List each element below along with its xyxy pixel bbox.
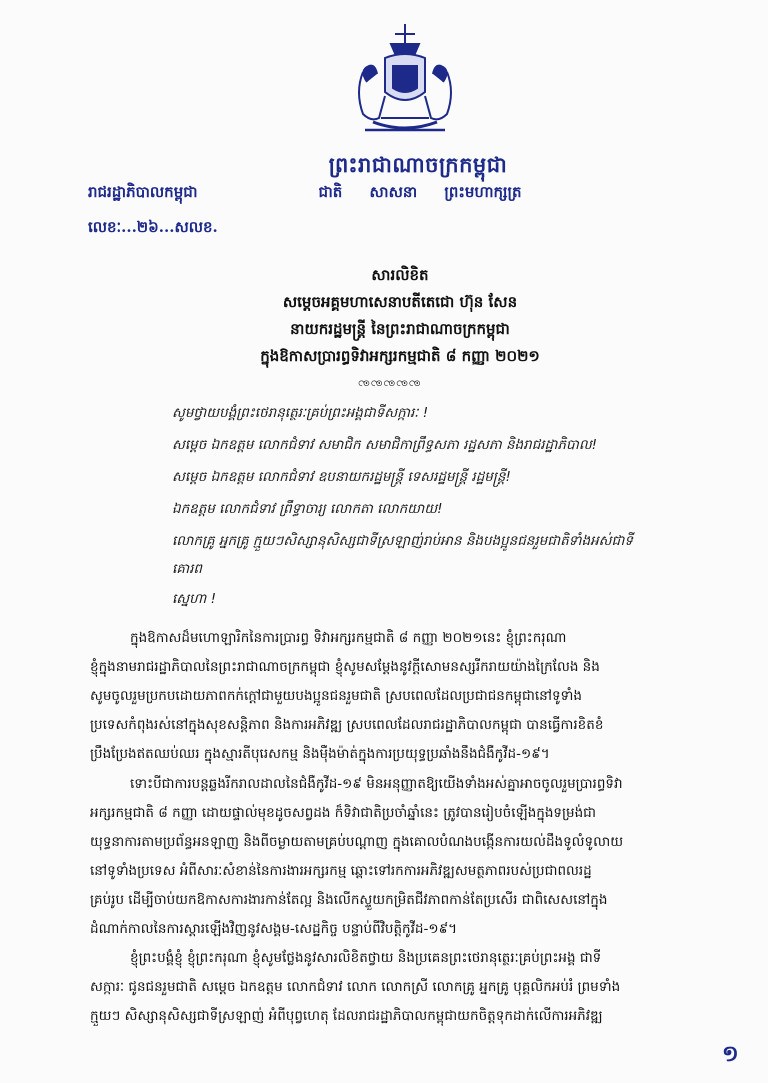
paragraph-line: យុទ្ធនាការតាមប្រព័ន្ធអនឡាញ និងពីចម្ងាយតាមគ្រប់បណ្តាញ ក្នុងគោលបំណងបង្កើនការយល់ដឹងទូលំទូលាយ [90,834,624,850]
greeting-line: គោរព [172,561,202,577]
title-line: ក្នុងឱកាសប្រារព្ធទិវាអក្សរកម្មជាតិ ៨ កញ្ញា ២០២១ [260,347,540,365]
paragraph-line: គ្រប់រូប ដើម្បីចាប់យកឱកាសការងារកាន់តែល្អ និងលើកស្ទួយកម្រិតជីវភាពកាន់តែប្រសើរ ជាពិសេសនៅក្នុង [90,892,608,908]
page-number-mark: ១ [722,1042,739,1067]
body-paragraph-2 [90,770,710,944]
paragraph-line: អក្សរកម្មជាតិ ៨ កញ្ញា ដោយផ្ទាល់មុខដូចសព្វដង ក៏ទិវាជាតិប្រចាំឆ្នាំនេះ ត្រូវបានរៀបចំឡើងក្នុងទម្រង់ជា [90,805,597,821]
greeting-line: ឯកឧត្តម លោកជំទាវ ព្រឹទ្ធាចារ្យ លោកតា លោកយាយ! [172,501,443,517]
paragraph-line: សូមចូលរួមប្រកបដោយភាពកក់ក្តៅជាមួយបងប្អូនជនរួមជាតិ ស្របពេលដែលប្រជាជនកម្ពុជានៅទូទាំង [90,688,582,704]
national-motto: ជាតិ សាសនា ព្រះមហាក្សត្រ [318,183,522,201]
paragraph-line: នៅទូទាំងប្រទេស អំពីសារៈសំខាន់នៃការងារអក្សរកម្ម ឆ្ពោះទៅរកការអភិវឌ្ឍសមត្ថភាពរបស់ប្រជាពលរដ្ឋ [90,863,592,879]
document-title-block [150,262,650,370]
body-paragraph-3 [90,944,710,1031]
title-line: សម្តេចអគ្គមហាសេនាបតីតេជោ ហ៊ុន សែន [282,293,518,311]
paragraph-line: ទោះបីជាការបន្តឆ្លងរីករាលដាលនៃជំងឺកូវីដ-១៩ មិនអនុញ្ញាតឱ្យយើងទាំងអស់គ្នាអាចចូលរួមប្រារព្ធទិវា [130,776,623,792]
royal-coat-of-arms [345,22,465,140]
government-name: រាជរដ្ឋាភិបាលកម្ពុជា [88,183,198,201]
paragraph-line: ប្រទេសកំពុងរស់នៅក្នុងសុខសន្តិភាព និងការអភិវឌ្ឍ ស្របពេលដែលរាជរដ្ឋាភិបាលកម្ពុជា បានធ្វើការខិតខំ [90,717,604,733]
paragraph-line: ខ្ញុំព្រះបង្គំខ្ញុំ ខ្ញុំព្រះករុណា ខ្ញុំសូមថ្លែងនូវសារលិខិតថ្វាយ និងប្រគេនព្រះថេរានុត្ថេរៈគ្រប់ព្រះអង្គ ជាទី [130,950,602,966]
greeting-line: សូមថ្វាយបង្គំព្រះថេរានុត្ថេរៈគ្រប់ព្រះអង្គជាទីសក្ការៈ ! [172,405,429,421]
paragraph-line: ក្មួយៗ សិស្សានុសិស្សជាទីស្រឡាញ់ អំពីបុព្វហេតុ ដែលរាជរដ្ឋាភិបាលកម្ពុជាយកចិត្តទុកដាក់លើការអភិវឌ្ឍ [90,1008,603,1024]
paragraph-line: ក្នុងឱកាសដ៏មហោឡារិកនៃការប្រារព្ធ ទិវាអក្សរកម្មជាតិ ៨ កញ្ញា ២០២១នេះ ខ្ញុំព្រះករុណា [130,630,567,646]
paragraph-line: ដំណាក់កាលនៃការស្តារឡើងវិញនូវសង្គម-សេដ្ឋកិច្ច បន្ទាប់ពីវិបត្តិកូវីដ-១៩។ [90,921,458,937]
kingdom-name: ព្រះរាជាណាចក្រកម្ពុជា [328,152,508,177]
title-line: នាយករដ្ឋមន្ត្រី នៃព្រះរាជាណាចក្រកម្ពុជា [290,320,510,338]
paragraph-line: សក្ការៈ ជូនជនរួមជាតិ សម្តេច ឯកឧត្តម លោកជំទាវ លោក លោកស្រី លោកគ្រូ អ្នកគ្រូ បុគ្គលិកអប់រំ ព្រមទាំង [90,979,621,995]
greeting-line: លោកគ្រូ អ្នកគ្រូ ក្មួយៗសិស្សានុសិស្សជាទីស្រឡាញ់រាប់អាន និងបងប្អូនជនរួមជាតិទាំងអស់ជាទី [172,533,633,549]
paragraph-line: ប្រឹងប្រែងឥតឈប់ឈរ ក្នុងស្មារតីបុរេសកម្ម និងម៉ឺងម៉ាត់ក្នុងការប្រយុទ្ធប្រឆាំងនឹងជំងឺកូវីដ-១៩។ [90,746,550,762]
reference-number: លេខៈ...២៦...សលខ. [88,218,218,236]
greeting-line: ស្នេហា ! [172,591,216,607]
decorative-flourish: ꧫꧫꧫꧫꧫ [358,375,422,389]
paragraph-line: ខ្ញុំក្នុងនាមរាជរដ្ឋាភិបាលនៃព្រះរាជាណាចក្រកម្ពុជា ខ្ញុំសូមសម្តែងនូវក្តីសោមនស្សរីករាយយ៉ាងក្រៃលែង និង [90,659,600,675]
greeting-line: សម្តេច ឯកឧត្តម លោកជំទាវ សមាជិក សមាជិកាព្រឹទ្ធសភា រដ្ឋសភា និងរាជរដ្ឋាភិបាល! [172,437,598,453]
body-paragraph-1 [90,624,710,769]
title-line: សារលិខិត [371,266,429,284]
greeting-line: សម្តេច ឯកឧត្តម លោកជំទាវ ឧបនាយករដ្ឋមន្ត្រី ទេសរដ្ឋមន្ត្រី រដ្ឋមន្ត្រី! [172,469,511,485]
